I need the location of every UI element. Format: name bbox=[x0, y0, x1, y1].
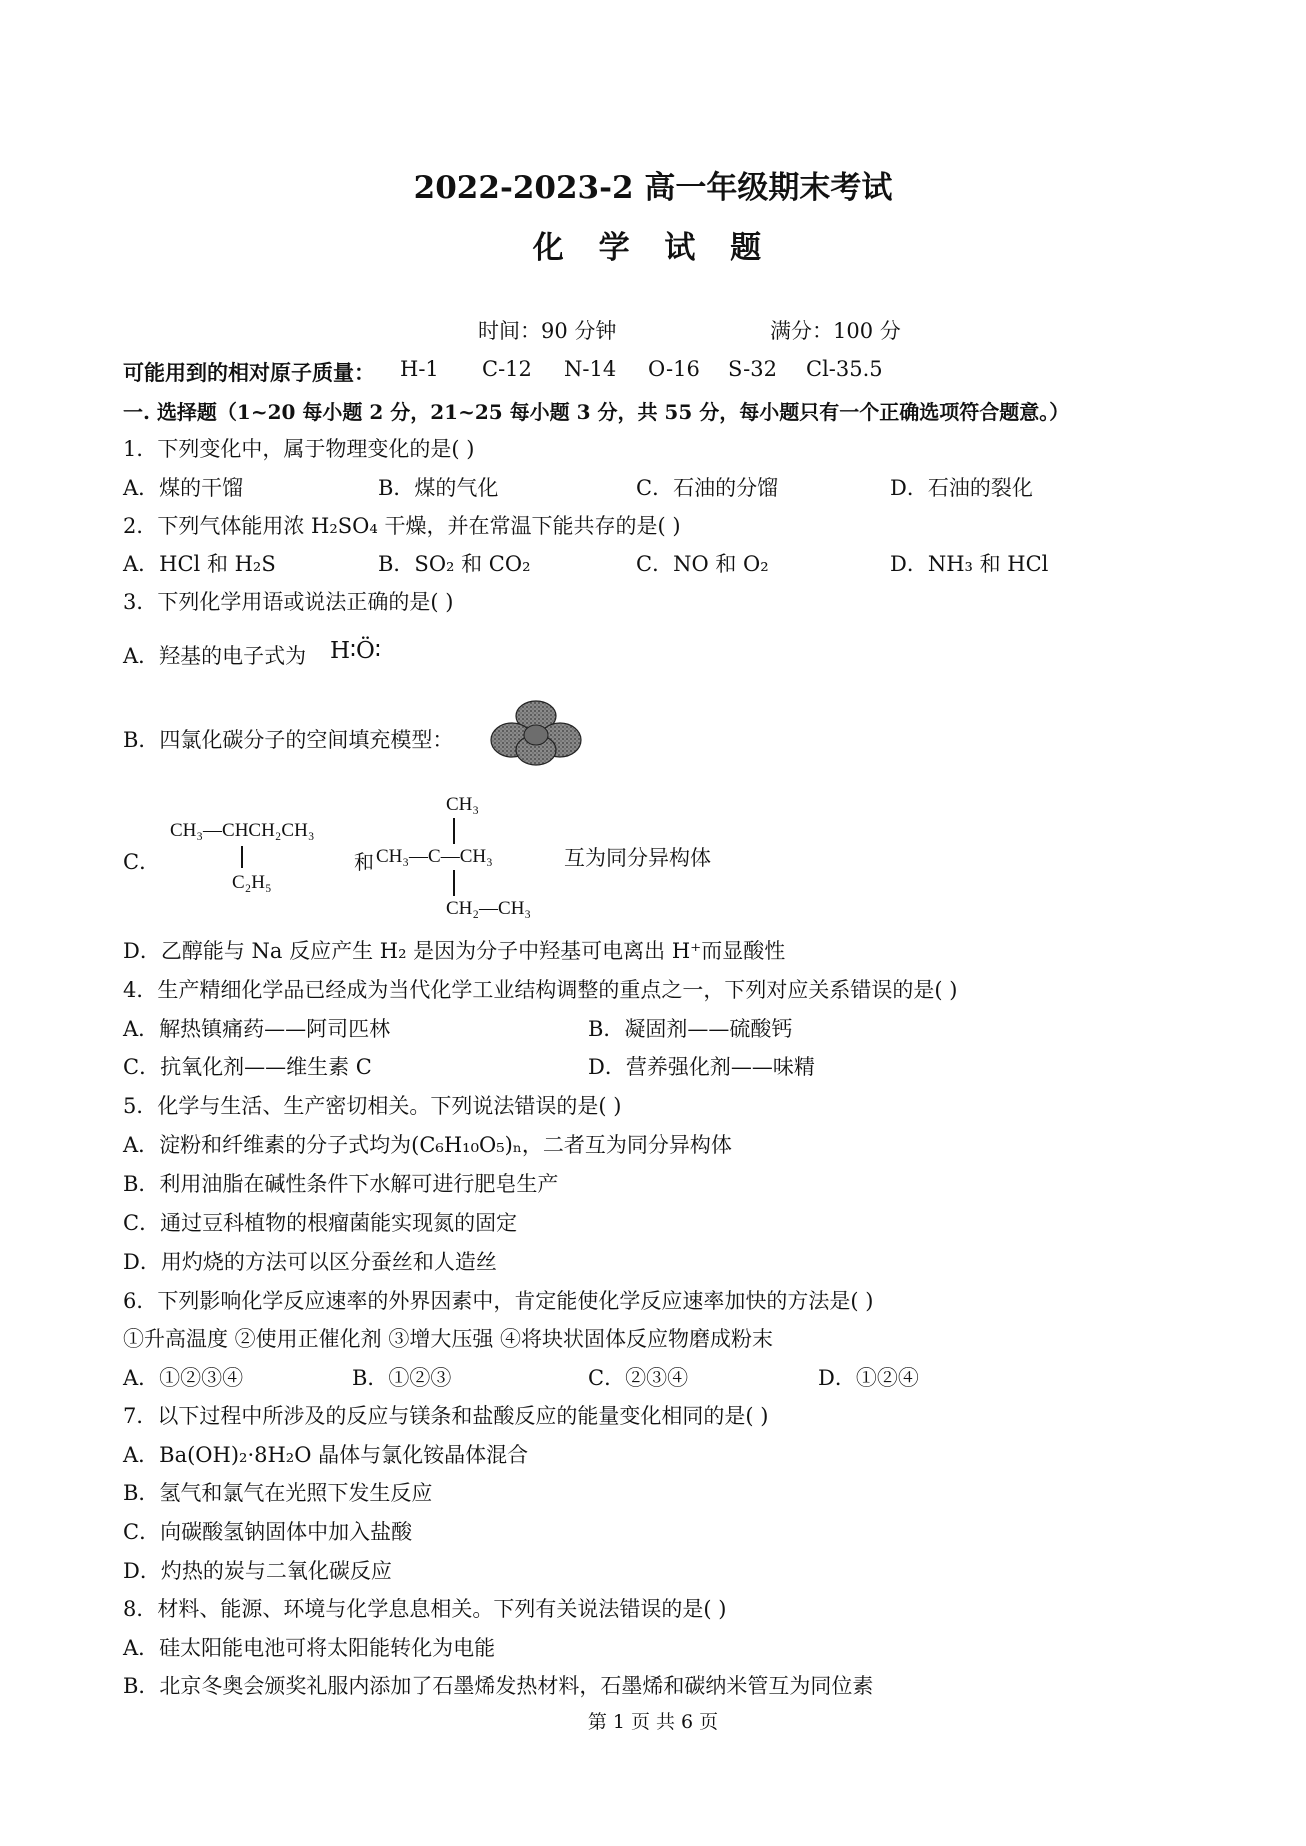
section-heading: 一. 选择题（1~20 每小题 2 分，21~25 每小题 3 分，共 55 分，每小题只有一个正确选项符合题意。） bbox=[123, 400, 1070, 424]
exam-title: 2022-2023-2 高一年级期末考试 bbox=[413, 170, 893, 206]
q4-option-b: B．凝固剂——硫酸钙 bbox=[588, 1017, 793, 1041]
molecule2-top-bond bbox=[453, 818, 455, 844]
q1-option-b: B．煤的气化 bbox=[378, 476, 499, 500]
molecule1-branch-bond bbox=[241, 846, 243, 868]
exam-time: 时间：90 分钟 bbox=[478, 319, 617, 343]
q5-option-d: D．用灼烧的方法可以区分蚕丝和人造丝 bbox=[123, 1250, 497, 1274]
q6-stem: 6．下列影响化学反应速率的外界因素中，肯定能使化学反应速率加快的方法是( ) bbox=[123, 1289, 874, 1313]
q5-option-b: B．利用油脂在碱性条件下水解可进行肥皂生产 bbox=[123, 1172, 559, 1196]
q4-option-d: D．营养强化剂——味精 bbox=[588, 1055, 815, 1079]
q2-option-b: B．SO₂ 和 CO₂ bbox=[378, 552, 531, 576]
molecule1-main-chain: CH₃—CHCH₂CH₃ bbox=[170, 820, 315, 841]
q7-option-b: B．氢气和氯气在光照下发生反应 bbox=[123, 1481, 433, 1505]
q1-option-a: A．煤的干馏 bbox=[123, 476, 244, 500]
q3-stem: 3．下列化学用语或说法正确的是( ) bbox=[123, 590, 454, 614]
molecule1-branch: C₂H₅ bbox=[232, 872, 272, 893]
q2-option-c: C．NO 和 O₂ bbox=[636, 552, 769, 576]
exam-full-score: 满分：100 分 bbox=[770, 319, 901, 343]
q3-option-c-and: 和 bbox=[354, 852, 374, 874]
ccl4-space-filling-model-icon bbox=[490, 698, 582, 768]
q7-option-d: D．灼热的炭与二氧化碳反应 bbox=[123, 1559, 392, 1583]
page-number: 第 1 页 共 6 页 bbox=[587, 1711, 719, 1733]
q6-option-a: A．①②③④ bbox=[123, 1366, 244, 1390]
q3-option-d: D．乙醇能与 Na 反应产生 H₂ 是因为分子中羟基可电离出 H⁺而显酸性 bbox=[123, 939, 786, 963]
atomic-mass-o: O-16 bbox=[648, 357, 700, 381]
q3-option-b: B．四氯化碳分子的空间填充模型： bbox=[123, 728, 454, 752]
q6-conditions: ①升高温度 ②使用正催化剂 ③增大压强 ④将块状固体反应物磨成粉末 bbox=[123, 1327, 774, 1351]
q5-stem: 5．化学与生活、生产密切相关。下列说法错误的是( ) bbox=[123, 1094, 622, 1118]
molecule2-main-chain: CH₃—C—CH₃ bbox=[376, 846, 493, 867]
q1-option-d: D．石油的裂化 bbox=[890, 476, 1033, 500]
atomic-mass-n: N-14 bbox=[564, 357, 617, 381]
q8-option-a: A．硅太阳能电池可将太阳能转化为电能 bbox=[123, 1636, 496, 1660]
q3-option-c-text: 互为同分异构体 bbox=[564, 846, 711, 870]
atomic-mass-s: S-32 bbox=[728, 357, 777, 381]
q7-option-a: A．Ba(OH)₂·8H₂O 晶体与氯化铵晶体混合 bbox=[123, 1443, 529, 1467]
q4-option-a: A．解热镇痛药——阿司匹林 bbox=[123, 1017, 391, 1041]
q7-option-c: C．向碳酸氢钠固体中加入盐酸 bbox=[123, 1520, 413, 1544]
q6-option-c: C．②③④ bbox=[588, 1366, 689, 1390]
atomic-mass-label: 可能用到的相对原子质量： bbox=[123, 360, 375, 385]
molecule2-bottom-ethyl: CH₂—CH₃ bbox=[446, 898, 532, 919]
hydroxyl-electron-formula: H∶Ö∶ bbox=[330, 638, 381, 664]
q2-stem: 2．下列气体能用浓 H₂SO₄ 干燥，并在常温下能共存的是( ) bbox=[123, 514, 681, 538]
q6-option-b: B．①②③ bbox=[352, 1366, 452, 1390]
q3-option-c-label: C． bbox=[123, 850, 161, 874]
atomic-mass-cl: Cl-35.5 bbox=[806, 357, 883, 381]
q3-option-a: A．羟基的电子式为 bbox=[123, 644, 307, 668]
q4-option-c: C．抗氧化剂——维生素 C bbox=[123, 1055, 372, 1079]
q7-stem: 7．以下过程中所涉及的反应与镁条和盐酸反应的能量变化相同的是( ) bbox=[123, 1404, 769, 1428]
q2-option-d: D．NH₃ 和 HCl bbox=[890, 552, 1049, 576]
q6-option-d: D．①②④ bbox=[818, 1366, 919, 1390]
q5-option-a: A．淀粉和纤维素的分子式均为(C₆H₁₀O₅)ₙ，二者互为同分异构体 bbox=[123, 1133, 732, 1157]
q5-option-c: C．通过豆科植物的根瘤菌能实现氮的固定 bbox=[123, 1211, 518, 1235]
q8-option-b: B．北京冬奥会颁奖礼服内添加了石墨烯发热材料，石墨烯和碳纳米管互为同位素 bbox=[123, 1674, 874, 1698]
q8-stem: 8．材料、能源、环境与化学息息相关。下列有关说法错误的是( ) bbox=[123, 1597, 727, 1621]
molecule2-top-methyl: CH₃ bbox=[446, 794, 480, 815]
molecule2-bottom-bond bbox=[453, 870, 455, 896]
q1-option-c: C．石油的分馏 bbox=[636, 476, 779, 500]
exam-subject: 化 学 试 题 bbox=[532, 230, 774, 266]
atomic-mass-h: H-1 bbox=[400, 357, 439, 381]
q4-stem: 4．生产精细化学品已经成为当代化学工业结构调整的重点之一，下列对应关系错误的是( ) bbox=[123, 978, 958, 1002]
atomic-mass-c: C-12 bbox=[482, 357, 532, 381]
q2-option-a: A．HCl 和 H₂S bbox=[123, 552, 276, 576]
q1-stem: 1．下列变化中，属于物理变化的是( ) bbox=[123, 437, 475, 461]
